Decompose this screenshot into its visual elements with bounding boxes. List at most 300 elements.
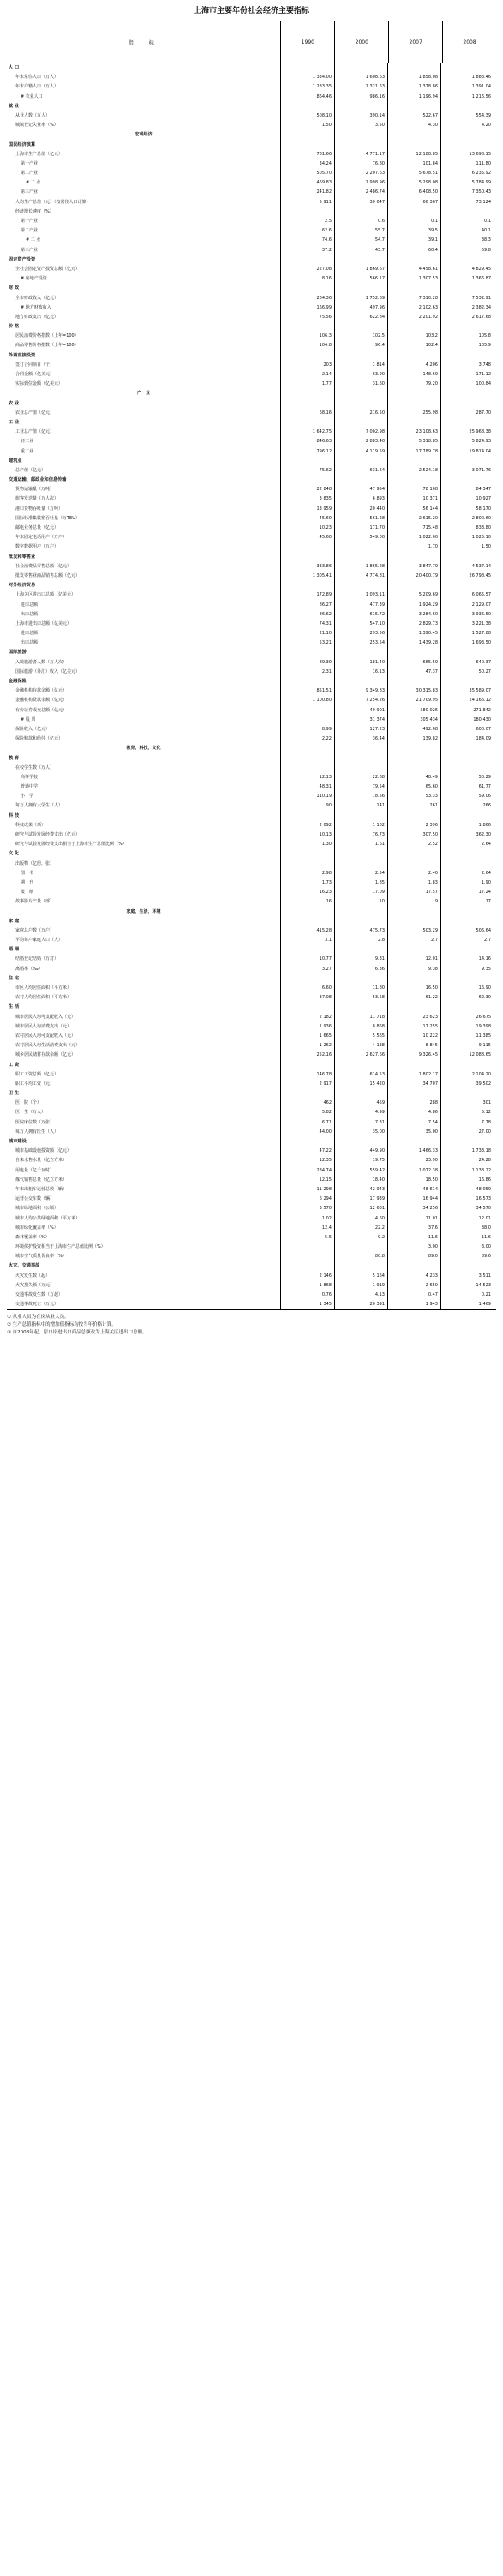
indicator-label: 实际到位金额（亿美元） xyxy=(7,380,281,389)
value-cell-1990 xyxy=(281,1252,334,1261)
indicator-label: 外商直接投资 xyxy=(7,351,281,361)
value-cell-1990: 86.62 xyxy=(319,611,332,617)
indicator-label: 家 庭 xyxy=(7,917,281,926)
table-row xyxy=(7,1291,496,1300)
table-row xyxy=(7,361,496,370)
value-cell-2000: 47 954 xyxy=(334,485,387,494)
value-cell-2007: 2.52 xyxy=(387,840,440,849)
value-cell-2007 xyxy=(387,812,440,821)
table-row xyxy=(7,696,496,705)
value-cell-2008: 16.86 xyxy=(440,1176,494,1185)
value-cell-1990: 5.5 xyxy=(325,1234,332,1240)
indicator-label: 国际旅游 xyxy=(7,648,281,657)
category-heading-row xyxy=(7,389,496,398)
value-cell-1990 xyxy=(281,102,334,111)
value-cell-1990: 864.46 xyxy=(316,93,332,99)
indicator-label: 职工工资总额（亿元） xyxy=(7,1070,281,1080)
value-cell-2000: 12 601 xyxy=(334,1204,387,1213)
value-cell-2008 xyxy=(440,553,494,562)
indicator-label: 第二产业 xyxy=(7,226,281,236)
table-row xyxy=(7,601,496,610)
section-heading-row xyxy=(7,1003,496,1012)
value-cell-2007: 3 284.60 xyxy=(387,610,440,620)
value-cell-2000 xyxy=(334,764,387,773)
table-row xyxy=(7,93,496,102)
value-cell-2000: 10 xyxy=(334,897,387,907)
table-row xyxy=(7,706,496,716)
value-cell-2008: 1 693.50 xyxy=(440,638,494,648)
value-cell-1990 xyxy=(281,399,334,409)
value-cell-2000: 1 865.28 xyxy=(334,562,387,572)
value-cell-2000 xyxy=(334,581,387,590)
table-row xyxy=(7,860,496,869)
table-row xyxy=(7,1176,496,1185)
value-cell-2007: 148.69 xyxy=(387,370,440,380)
value-cell-2007: 89.0 xyxy=(387,1252,440,1261)
value-cell-2000: 11 718 xyxy=(334,1013,387,1022)
value-cell-1990: 1 262 xyxy=(319,1043,332,1049)
value-cell-2000: 4.13 xyxy=(334,1291,387,1300)
indicator-label: 第三产业 xyxy=(7,246,281,255)
value-cell-2000: 36.44 xyxy=(334,734,387,744)
value-cell-2000 xyxy=(334,1089,387,1099)
value-cell-2007: 1 466.33 xyxy=(387,1147,440,1156)
table-row xyxy=(7,716,496,725)
indicator-label: 总产值（亿元） xyxy=(7,466,281,476)
value-cell-2007: 11.6 xyxy=(387,1233,440,1243)
value-cell-2007: 34 256 xyxy=(387,1204,440,1213)
value-cell-2000: 614.53 xyxy=(334,1070,387,1080)
value-cell-2008: 2 382.34 xyxy=(440,303,494,313)
value-cell-2007 xyxy=(387,974,440,984)
value-cell-2007: 522.67 xyxy=(387,111,440,121)
indicator-label: 职工平均工资（元） xyxy=(7,1080,281,1089)
value-cell-2007: 102.4 xyxy=(387,341,440,350)
value-cell-2008 xyxy=(440,130,494,140)
value-cell-2000: 631.64 xyxy=(334,466,387,476)
value-cell-1990: 48.31 xyxy=(319,784,332,790)
value-cell-2007: 1 022.00 xyxy=(387,533,440,542)
header-indicator-label: 指 标 xyxy=(7,21,281,63)
value-cell-2000: 0.6 xyxy=(334,217,387,226)
value-cell-2007: 715.48 xyxy=(387,524,440,533)
indicator-label: # 地方财政收入 xyxy=(7,303,281,313)
value-cell-2007 xyxy=(387,284,440,293)
value-cell-2007: 23.90 xyxy=(387,1156,440,1165)
value-cell-2008: 1 469 xyxy=(440,1300,494,1309)
value-cell-2008: 4 537.14 xyxy=(440,562,494,572)
table-row xyxy=(7,1185,496,1195)
table-row xyxy=(7,1080,496,1089)
table-row xyxy=(7,792,496,801)
value-cell-2007 xyxy=(387,849,440,859)
value-cell-1990: 12.13 xyxy=(319,774,332,780)
value-cell-2008: 554.39 xyxy=(440,111,494,121)
value-cell-2007 xyxy=(387,457,440,466)
indicator-label: 金融保险 xyxy=(7,677,281,686)
indicator-label: 工业总产值（亿元） xyxy=(7,428,281,437)
table-row xyxy=(7,821,496,830)
indicator-label: 森林覆盖率（%） xyxy=(7,1233,281,1243)
indicator-label: 上海市进出口总额（亿美元） xyxy=(7,620,281,629)
value-cell-2008: 362.30 xyxy=(440,830,494,840)
value-cell-2000 xyxy=(334,648,387,657)
value-cell-2007: 17 789.78 xyxy=(387,447,440,457)
value-cell-2000 xyxy=(334,744,387,753)
indicator-label: 普通中学 xyxy=(7,782,281,792)
value-cell-2008: 3 748 xyxy=(440,361,494,370)
value-cell-2000: 497.96 xyxy=(334,303,387,313)
value-cell-2008: 11 385 xyxy=(440,1032,494,1041)
value-cell-1990: 1 868 xyxy=(319,1282,332,1288)
value-cell-1990 xyxy=(281,581,334,590)
value-cell-2007: 53.33 xyxy=(387,792,440,801)
value-cell-2008: 3.00 xyxy=(440,1243,494,1252)
indicator-label: 教育、科技、文化 xyxy=(7,744,281,753)
indicator-label: 家庭总户数（万户） xyxy=(7,926,281,936)
value-cell-2008 xyxy=(440,1261,494,1271)
value-cell-2000: 615.72 xyxy=(334,610,387,620)
value-cell-2007: 10 222 xyxy=(387,1032,440,1041)
value-cell-2007: 7 310.28 xyxy=(387,294,440,303)
table-row xyxy=(7,274,496,284)
indicator-label: 城市绿地面积（公顷） xyxy=(7,1204,281,1213)
footnote: ③ 自2008年起，原口岸进出口商品总额改为上海关区进出口总额。 xyxy=(7,1330,147,1336)
value-cell-2008: 1.90 xyxy=(440,878,494,888)
indicator-label: 邮电业务总量（亿元） xyxy=(7,524,281,533)
value-cell-2000: 5 565 xyxy=(334,1032,387,1041)
value-cell-2008: 58 170 xyxy=(440,505,494,514)
value-cell-2000: 549.00 xyxy=(334,533,387,542)
value-cell-1990: 74.6 xyxy=(321,237,332,243)
value-cell-2007: 1.83 xyxy=(387,878,440,888)
indicator-label: 工 资 xyxy=(7,1061,281,1070)
value-cell-2000: 78.56 xyxy=(334,792,387,801)
table-row xyxy=(7,1128,496,1137)
table-row xyxy=(7,562,496,572)
value-cell-2008: 1 391.04 xyxy=(440,82,494,92)
section-heading-row xyxy=(7,1061,496,1070)
value-cell-2000 xyxy=(334,677,387,686)
table-row xyxy=(7,1013,496,1022)
value-cell-1990 xyxy=(281,418,334,428)
value-cell-2007 xyxy=(387,1089,440,1099)
value-cell-1990: 110.19 xyxy=(316,794,332,800)
indicator-label: 城市居民人均可支配收入（元） xyxy=(7,1013,281,1022)
value-cell-1990: 2 182 xyxy=(319,1014,332,1020)
value-cell-2007 xyxy=(387,63,440,73)
value-cell-1990: 796.12 xyxy=(316,448,332,454)
value-cell-1990: 1 642.75 xyxy=(312,429,332,435)
value-cell-2008: 3 071.76 xyxy=(440,466,494,476)
header-year-1990: 1990 xyxy=(301,39,315,45)
value-cell-2008: 25 968.38 xyxy=(440,428,494,437)
indicator-label: 财 政 xyxy=(7,284,281,293)
value-cell-2007: 16 944 xyxy=(387,1195,440,1204)
value-cell-1990: 227.08 xyxy=(316,266,332,272)
value-cell-2000: 7 002.98 xyxy=(334,428,387,437)
value-cell-2008: 301 xyxy=(440,1099,494,1108)
indicator-label: 火灾、交通事故 xyxy=(7,1261,281,1271)
value-cell-2008 xyxy=(440,1089,494,1099)
value-cell-2007 xyxy=(387,351,440,361)
value-cell-1990 xyxy=(281,945,334,955)
value-cell-2000: 171.70 xyxy=(334,524,387,533)
value-cell-1990: 2 917 xyxy=(319,1081,332,1087)
value-cell-1990: 1 283.35 xyxy=(312,84,332,90)
value-cell-1990: 5.82 xyxy=(321,1110,332,1116)
value-cell-2007: 139.82 xyxy=(387,734,440,744)
value-cell-2000: 459 xyxy=(334,1099,387,1108)
table-row xyxy=(7,121,496,130)
value-cell-2007: 23 623 xyxy=(387,1013,440,1022)
table-row xyxy=(7,303,496,313)
value-cell-1990: 45.60 xyxy=(319,515,332,521)
value-cell-1990: 86.27 xyxy=(319,602,332,608)
value-cell-2000: 449.90 xyxy=(334,1147,387,1156)
value-cell-2008: 7.78 xyxy=(440,1118,494,1128)
indicator-label: 第一产业 xyxy=(7,159,281,169)
value-cell-1990: 21.10 xyxy=(319,631,332,637)
table-row xyxy=(7,447,496,457)
value-cell-2008 xyxy=(440,754,494,764)
value-cell-1990 xyxy=(281,860,334,869)
table-header xyxy=(7,21,496,63)
value-cell-2007: 1 924.29 xyxy=(387,601,440,610)
table-row xyxy=(7,466,496,476)
value-cell-1990: 12.35 xyxy=(319,1158,332,1164)
indicator-label: 火灾发生数（起） xyxy=(7,1272,281,1281)
value-cell-2008 xyxy=(440,207,494,217)
value-cell-2000 xyxy=(334,945,387,955)
indicator-label: 上海关区进出口总额（亿美元） xyxy=(7,590,281,600)
table-row xyxy=(7,984,496,993)
value-cell-2000: 80.8 xyxy=(334,1252,387,1261)
table-row xyxy=(7,926,496,936)
table-row xyxy=(7,620,496,629)
value-cell-1990 xyxy=(281,141,334,150)
value-cell-2008: 1 866 xyxy=(440,821,494,830)
section-heading-row xyxy=(7,974,496,984)
value-cell-2007 xyxy=(387,860,440,869)
indicator-label: 港口货物吞吐量（万吨） xyxy=(7,505,281,514)
section-heading-row xyxy=(7,255,496,265)
table-row xyxy=(7,1224,496,1233)
value-cell-2000 xyxy=(334,457,387,466)
value-cell-2008: 2 617.68 xyxy=(440,313,494,322)
value-cell-1990: 6.71 xyxy=(321,1119,332,1125)
indicator-label: 自来水售水量（亿立方米） xyxy=(7,1156,281,1165)
value-cell-1990: 74.31 xyxy=(319,620,332,626)
value-cell-2008: 19 814.04 xyxy=(440,447,494,457)
indicator-label: 有价证券成交总额（亿元） xyxy=(7,706,281,716)
value-cell-1990: 62.6 xyxy=(321,228,332,234)
value-cell-2000: 141 xyxy=(334,801,387,811)
indicator-label: 故事影片产量（部） xyxy=(7,897,281,907)
value-cell-1990: 37.08 xyxy=(319,995,332,1001)
header-year-2000: 2000 xyxy=(334,21,388,63)
value-cell-1990: 3.27 xyxy=(321,966,332,972)
value-cell-2008: 4 829.45 xyxy=(440,265,494,274)
value-cell-1990: 1 100.80 xyxy=(312,698,332,704)
value-cell-2007: 2 650 xyxy=(387,1281,440,1291)
indicator-label: 地方财政支出（亿元） xyxy=(7,313,281,322)
table-row xyxy=(7,1032,496,1041)
value-cell-1990 xyxy=(281,284,334,293)
indicator-label: 报 纸 xyxy=(7,888,281,897)
value-cell-2007: 3 847.79 xyxy=(387,562,440,572)
value-cell-2008: 287.70 xyxy=(440,409,494,418)
value-cell-2008: 50.29 xyxy=(440,773,494,782)
value-cell-2007 xyxy=(387,141,440,150)
section-heading-row xyxy=(7,581,496,590)
indicator-label: 金融机构贷款余额（亿元） xyxy=(7,696,281,705)
value-cell-2008: 6 235.92 xyxy=(440,169,494,178)
value-cell-2000: 2 883.40 xyxy=(334,437,387,446)
value-cell-2000: 5 164 xyxy=(334,1272,387,1281)
value-cell-2000 xyxy=(334,207,387,217)
indicator-label: 平均每户家庭人口（人） xyxy=(7,936,281,945)
value-cell-1990: 508.10 xyxy=(316,112,332,118)
value-cell-2008 xyxy=(440,418,494,428)
value-cell-2008: 2 104.20 xyxy=(440,1070,494,1080)
table-row xyxy=(7,1147,496,1156)
value-cell-2000: 53.58 xyxy=(334,993,387,1003)
indicator-label: 出口总额 xyxy=(7,610,281,620)
value-cell-2000: 43.7 xyxy=(334,246,387,255)
table-row xyxy=(7,409,496,418)
table-row xyxy=(7,993,496,1003)
table-row xyxy=(7,494,496,504)
table-row xyxy=(7,485,496,494)
value-cell-2008 xyxy=(440,860,494,869)
value-cell-2007: 4 233 xyxy=(387,1272,440,1281)
indicator-label: 签订合同项目（个） xyxy=(7,361,281,370)
section-heading-row xyxy=(7,849,496,859)
section-heading-row xyxy=(7,677,496,686)
value-cell-2000: 559.42 xyxy=(334,1166,387,1176)
indicator-label: 数字数据用户（万户） xyxy=(7,542,281,552)
value-cell-1990: 44.00 xyxy=(319,1129,332,1135)
value-cell-1990: 284.36 xyxy=(316,295,332,301)
value-cell-2007 xyxy=(387,476,440,485)
value-cell-2007: 307.50 xyxy=(387,830,440,840)
table-row xyxy=(7,590,496,600)
value-cell-2007: 4.30 xyxy=(387,121,440,130)
value-cell-2008: 5.12 xyxy=(440,1108,494,1117)
table-row xyxy=(7,533,496,542)
indicator-label: # 工 业 xyxy=(7,236,281,245)
table-row xyxy=(7,1070,496,1080)
value-cell-1990 xyxy=(281,1137,334,1147)
value-cell-2008: 4.20 xyxy=(440,121,494,130)
value-cell-2000 xyxy=(334,284,387,293)
value-cell-1990: 13 959 xyxy=(316,506,332,512)
value-cell-1990: 12.4 xyxy=(321,1225,332,1231)
indicator-label: 工 业 xyxy=(7,418,281,428)
value-cell-1990: 45.60 xyxy=(319,535,332,541)
table-row xyxy=(7,1166,496,1176)
value-cell-2007 xyxy=(387,945,440,955)
table-row xyxy=(7,1099,496,1108)
value-cell-2007 xyxy=(387,908,440,917)
table-row xyxy=(7,226,496,236)
indicator-label: 科技成果（项） xyxy=(7,821,281,830)
value-cell-2000: 253.54 xyxy=(334,638,387,648)
value-cell-2008: 5 824.93 xyxy=(440,437,494,446)
value-cell-2000 xyxy=(334,1261,387,1271)
value-cell-2008: 73 124 xyxy=(440,198,494,207)
value-cell-2000: 22.68 xyxy=(334,773,387,782)
value-cell-2000: 31 374 xyxy=(334,716,387,725)
table-row xyxy=(7,801,496,811)
table-row xyxy=(7,524,496,533)
value-cell-2000: 1 869.67 xyxy=(334,265,387,274)
value-cell-1990: 851.51 xyxy=(316,688,332,694)
indicator-label: 进口总额 xyxy=(7,601,281,610)
value-cell-1990 xyxy=(281,677,334,686)
value-cell-2007: 66 367 xyxy=(387,198,440,207)
value-cell-2008 xyxy=(440,812,494,821)
value-cell-1990 xyxy=(281,207,334,217)
value-cell-2007: 5 318.85 xyxy=(387,437,440,446)
value-cell-2007 xyxy=(387,744,440,753)
value-cell-2000: 6.36 xyxy=(334,965,387,974)
value-cell-2008: 1 138.22 xyxy=(440,1166,494,1176)
value-cell-2008: 16 573 xyxy=(440,1195,494,1204)
indicator-label: 用电量（亿千瓦时） xyxy=(7,1166,281,1176)
value-cell-2007: 1.70 xyxy=(387,542,440,552)
value-cell-1990: 2 146 xyxy=(319,1273,332,1279)
value-cell-1990: 104.8 xyxy=(319,343,332,349)
value-cell-2008 xyxy=(440,322,494,332)
value-cell-1990 xyxy=(281,1089,334,1099)
value-cell-2007: 39.5 xyxy=(387,226,440,236)
value-cell-2008 xyxy=(440,744,494,753)
value-cell-1990: 22 848 xyxy=(316,487,332,493)
section-heading-row xyxy=(7,553,496,562)
value-cell-1990 xyxy=(281,553,334,562)
value-cell-2000: 4 771.17 xyxy=(334,150,387,159)
section-heading-row xyxy=(7,399,496,409)
table-row xyxy=(7,505,496,514)
header-year-2007: 2007 xyxy=(388,21,442,63)
value-cell-2007: 5 298.08 xyxy=(387,178,440,188)
indicator-label: 农村居民人均可支配收入（元） xyxy=(7,1032,281,1041)
value-cell-2008: 89.6 xyxy=(440,1252,494,1261)
value-cell-2000 xyxy=(334,63,387,73)
indicator-label: 城乡居民储蓄存款余额（亿元） xyxy=(7,1051,281,1060)
value-cell-2007 xyxy=(387,399,440,409)
indicator-label: 交通事故发生数（万起） xyxy=(7,1291,281,1300)
indicator-label: 高等学校 xyxy=(7,773,281,782)
value-cell-2008 xyxy=(440,476,494,485)
value-cell-1990: 1.73 xyxy=(321,879,332,885)
table-row xyxy=(7,668,496,677)
value-cell-1990: 2.22 xyxy=(321,736,332,742)
indicator-label: 货物运输量（万吨） xyxy=(7,485,281,494)
indicator-label: 城市基础设施投资额（亿元） xyxy=(7,1147,281,1156)
value-cell-2000: 22.2 xyxy=(334,1224,387,1233)
table-row xyxy=(7,169,496,178)
value-cell-2008: 24.28 xyxy=(440,1156,494,1165)
value-cell-2000: 16.13 xyxy=(334,668,387,677)
value-cell-2008: 1 733.18 xyxy=(440,1147,494,1156)
indicator-label: 全社会固定资产投资总额（亿元） xyxy=(7,265,281,274)
value-cell-2000: 1 608.63 xyxy=(334,73,387,82)
indicator-label: 城镇登记失业率（%） xyxy=(7,121,281,130)
value-cell-2000 xyxy=(334,389,387,398)
